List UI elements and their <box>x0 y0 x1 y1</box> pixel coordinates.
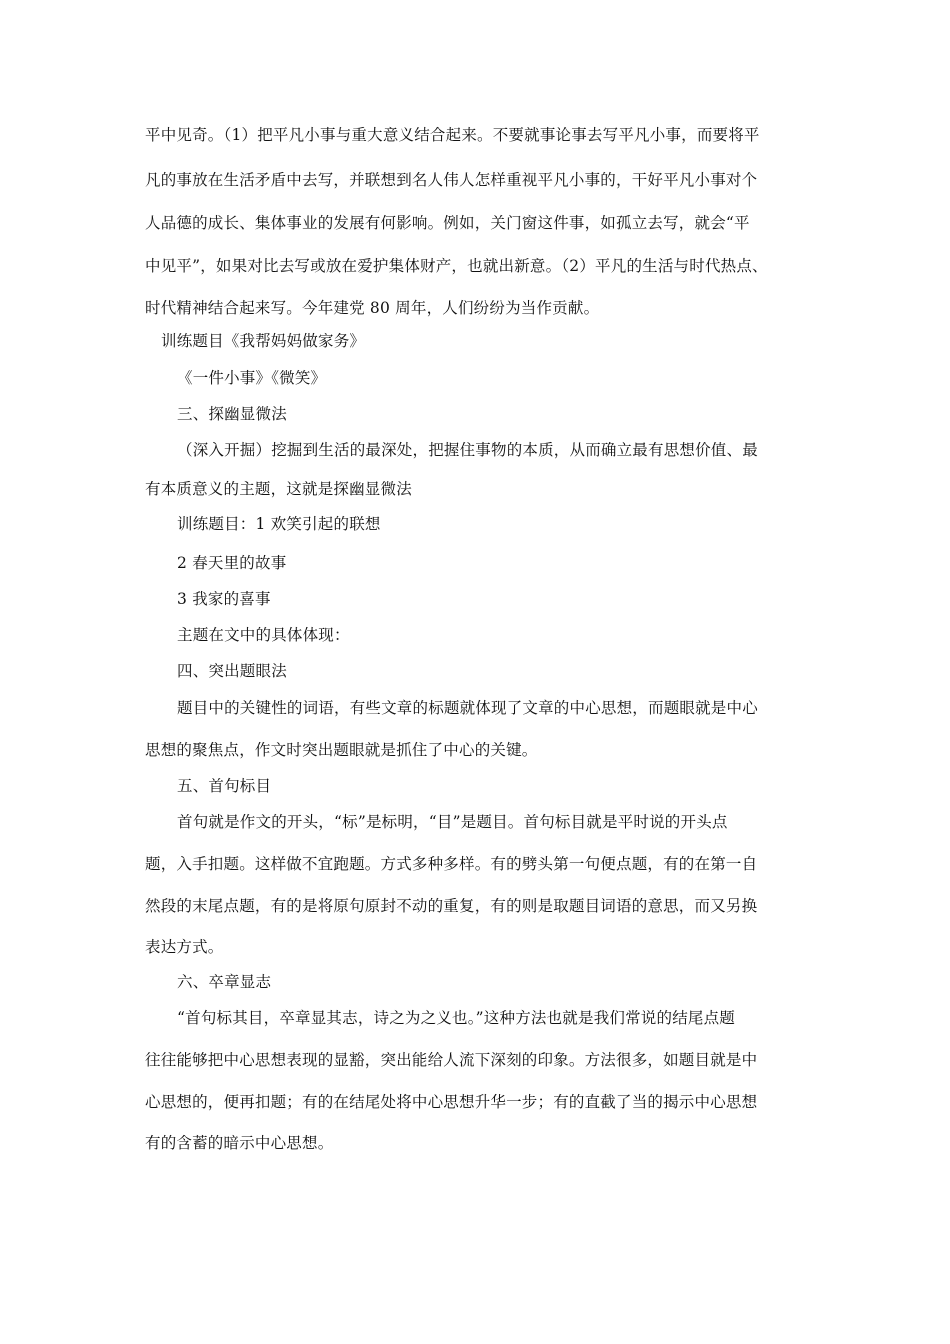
body-text-line: 凡的事放在生活矛盾中去写，并联想到名人伟人怎样重视平凡小事的，干好平凡小事对个 <box>145 171 758 189</box>
body-text-line: 思想的聚焦点，作文时突出题眼就是抓住了中心的关键。 <box>145 741 538 759</box>
exercise-title-line: 训练题目《我帮妈妈做家务》 <box>161 332 366 350</box>
section-heading: 六、卒章显志 <box>177 973 272 991</box>
body-text-line: 有本质意义的主题，这就是探幽显微法 <box>145 480 412 498</box>
exercise-list-item: 3 我家的喜事 <box>177 590 271 608</box>
body-text-line: 表达方式。 <box>145 938 224 956</box>
body-text-line: “首句标其目，卒章显其志，诗之为之义也。”这种方法也就是我们常说的结尾点题 <box>177 1009 736 1027</box>
body-text-line: 主题在文中的具体体现： <box>177 626 350 644</box>
body-text-line: 平中见奇。（1）把平凡小事与重大意义结合起来。不要就事论事去写平凡小事，而要将平 <box>145 126 760 144</box>
body-text-line: 往往能够把中心思想表现的显豁，突出能给人流下深刻的印象。方法很多，如题目就是中 <box>145 1051 758 1069</box>
body-text-line: 时代精神结合起来写。今年建党 80 周年，人们纷纷为当作贡献。 <box>145 299 600 317</box>
exercise-title-line: 《一件小事》《微笑》 <box>177 369 327 387</box>
body-text-line: 首句就是作文的开头，“标”是标明，“目”是题目。首句标目就是平时说的开头点 <box>177 813 728 831</box>
exercise-list-item: 训练题目：1 欢笑引起的联想 <box>177 515 381 533</box>
body-text-line: 题目中的关键性的词语，有些文章的标题就体现了文章的中心思想，而题眼就是中心 <box>177 699 758 717</box>
section-heading: 三、探幽显微法 <box>177 405 287 423</box>
body-text-line: 人品德的成长、集体事业的发展有何影响。例如，关门窗这件事，如孤立去写，就会“平 <box>145 214 750 232</box>
body-text-line: 有的含蓄的暗示中心思想。 <box>145 1134 334 1152</box>
body-text-line: 然段的末尾点题，有的是将原句原封不动的重复，有的则是取题目词语的意思，而又另换 <box>145 897 758 915</box>
body-text-line: 题，入手扣题。这样做不宜跑题。方式多种多样。有的劈头第一句便点题，有的在第一自 <box>145 855 758 873</box>
body-text-line: 心思想的，便再扣题；有的在结尾处将中心思想升华一步；有的直截了当的揭示中心思想 <box>145 1093 758 1111</box>
section-heading: 四、突出题眼法 <box>177 662 287 680</box>
body-text-line: 中见平”，如果对比去写或放在爱护集体财产，也就出新意。（2）平凡的生活与时代热点、 <box>145 257 768 275</box>
exercise-list-item: 2 春天里的故事 <box>177 554 287 572</box>
section-heading: 五、首句标目 <box>177 777 272 795</box>
body-text-line: （深入开掘）挖掘到生活的最深处，把握住事物的本质，从而确立最有思想价值、最 <box>177 441 758 459</box>
